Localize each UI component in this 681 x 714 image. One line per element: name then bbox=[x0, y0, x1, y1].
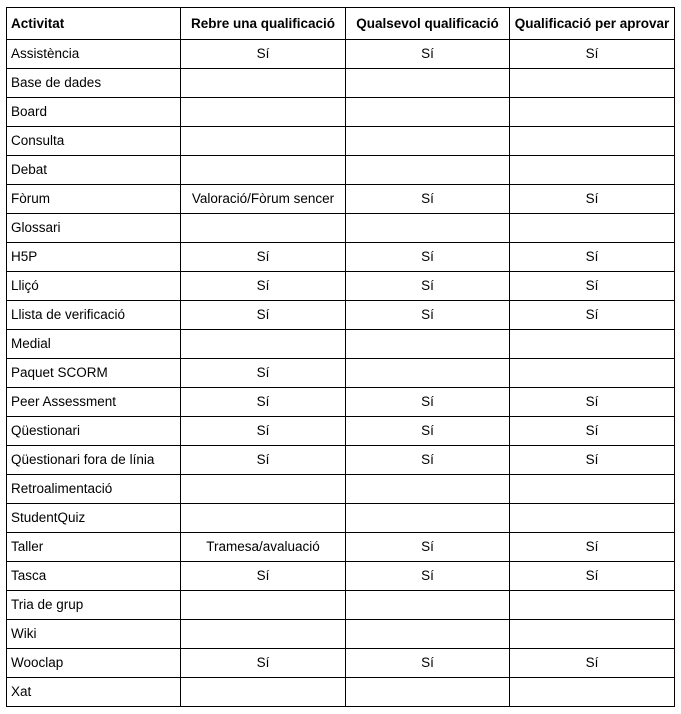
activity-name-cell: Lliçó bbox=[7, 272, 181, 301]
activity-name-cell: H5P bbox=[7, 243, 181, 272]
table-row bbox=[7, 678, 675, 707]
receive-grade-cell: Sí bbox=[181, 359, 346, 388]
table-row bbox=[7, 359, 675, 388]
activity-name-cell: Paquet SCORM bbox=[7, 359, 181, 388]
activity-name-cell: Retroalimentació bbox=[7, 475, 181, 504]
passing-grade-cell: Sí bbox=[510, 185, 675, 214]
activity-name-cell: Assistència bbox=[7, 40, 181, 69]
header-receive-grade: Rebre una qualificació bbox=[181, 8, 346, 40]
table-row bbox=[7, 533, 675, 562]
passing-grade-cell bbox=[510, 330, 675, 359]
receive-grade-cell bbox=[181, 156, 346, 185]
any-grade-cell: Sí bbox=[346, 417, 510, 446]
any-grade-cell bbox=[346, 620, 510, 649]
passing-grade-cell bbox=[510, 127, 675, 156]
table-row bbox=[7, 620, 675, 649]
table-header bbox=[7, 8, 675, 40]
table-row bbox=[7, 185, 675, 214]
passing-grade-cell bbox=[510, 475, 675, 504]
activity-name-cell: Board bbox=[7, 98, 181, 127]
any-grade-cell: Sí bbox=[346, 533, 510, 562]
receive-grade-cell: Sí bbox=[181, 417, 346, 446]
any-grade-cell bbox=[346, 504, 510, 533]
receive-grade-cell: Tramesa/avaluació bbox=[181, 533, 346, 562]
receive-grade-cell bbox=[181, 127, 346, 156]
passing-grade-cell: Sí bbox=[510, 243, 675, 272]
passing-grade-cell bbox=[510, 69, 675, 98]
any-grade-cell bbox=[346, 156, 510, 185]
table-row bbox=[7, 330, 675, 359]
header-row bbox=[7, 8, 675, 40]
activity-name-cell: StudentQuiz bbox=[7, 504, 181, 533]
table-row bbox=[7, 98, 675, 127]
any-grade-cell: Sí bbox=[346, 446, 510, 475]
header-activity: Activitat bbox=[7, 8, 181, 40]
table-row bbox=[7, 649, 675, 678]
activity-name-cell: Debat bbox=[7, 156, 181, 185]
activity-name-cell: Peer Assessment bbox=[7, 388, 181, 417]
any-grade-cell: Sí bbox=[346, 649, 510, 678]
activity-grading-table bbox=[6, 7, 675, 707]
receive-grade-cell: Sí bbox=[181, 301, 346, 330]
receive-grade-cell: Sí bbox=[181, 388, 346, 417]
receive-grade-cell: Sí bbox=[181, 40, 346, 69]
activity-name-cell: Wiki bbox=[7, 620, 181, 649]
table-row bbox=[7, 243, 675, 272]
any-grade-cell bbox=[346, 127, 510, 156]
table-row bbox=[7, 214, 675, 243]
receive-grade-cell bbox=[181, 98, 346, 127]
receive-grade-cell bbox=[181, 475, 346, 504]
receive-grade-cell bbox=[181, 678, 346, 707]
passing-grade-cell bbox=[510, 678, 675, 707]
table-body bbox=[7, 40, 675, 707]
receive-grade-cell bbox=[181, 620, 346, 649]
any-grade-cell: Sí bbox=[346, 40, 510, 69]
receive-grade-cell: Sí bbox=[181, 562, 346, 591]
table-row bbox=[7, 127, 675, 156]
any-grade-cell bbox=[346, 214, 510, 243]
any-grade-cell bbox=[346, 678, 510, 707]
passing-grade-cell: Sí bbox=[510, 417, 675, 446]
any-grade-cell: Sí bbox=[346, 272, 510, 301]
receive-grade-cell: Valoració/Fòrum sencer bbox=[181, 185, 346, 214]
any-grade-cell: Sí bbox=[346, 388, 510, 417]
receive-grade-cell: Sí bbox=[181, 649, 346, 678]
passing-grade-cell: Sí bbox=[510, 40, 675, 69]
receive-grade-cell bbox=[181, 504, 346, 533]
receive-grade-cell: Sí bbox=[181, 243, 346, 272]
activity-name-cell: Taller bbox=[7, 533, 181, 562]
activity-name-cell: Tasca bbox=[7, 562, 181, 591]
table-row bbox=[7, 504, 675, 533]
passing-grade-cell: Sí bbox=[510, 272, 675, 301]
receive-grade-cell bbox=[181, 69, 346, 98]
table-row bbox=[7, 272, 675, 301]
any-grade-cell: Sí bbox=[346, 301, 510, 330]
any-grade-cell: Sí bbox=[346, 185, 510, 214]
activity-name-cell: Base de dades bbox=[7, 69, 181, 98]
passing-grade-cell: Sí bbox=[510, 388, 675, 417]
table-row bbox=[7, 40, 675, 69]
activity-name-cell: Xat bbox=[7, 678, 181, 707]
receive-grade-cell: Sí bbox=[181, 446, 346, 475]
table-row bbox=[7, 388, 675, 417]
activity-name-cell: Fòrum bbox=[7, 185, 181, 214]
any-grade-cell: Sí bbox=[346, 562, 510, 591]
receive-grade-cell bbox=[181, 591, 346, 620]
table-row bbox=[7, 446, 675, 475]
activity-name-cell: Consulta bbox=[7, 127, 181, 156]
table-row bbox=[7, 301, 675, 330]
table-row bbox=[7, 475, 675, 504]
any-grade-cell bbox=[346, 591, 510, 620]
passing-grade-cell bbox=[510, 98, 675, 127]
activity-name-cell: Llista de verificació bbox=[7, 301, 181, 330]
any-grade-cell bbox=[346, 69, 510, 98]
table-row bbox=[7, 591, 675, 620]
any-grade-cell bbox=[346, 330, 510, 359]
table-row bbox=[7, 562, 675, 591]
passing-grade-cell bbox=[510, 214, 675, 243]
table-row bbox=[7, 69, 675, 98]
passing-grade-cell: Sí bbox=[510, 301, 675, 330]
any-grade-cell bbox=[346, 98, 510, 127]
table-row bbox=[7, 417, 675, 446]
receive-grade-cell: Sí bbox=[181, 272, 346, 301]
header-passing-grade: Qualificació per aprovar bbox=[510, 8, 675, 40]
passing-grade-cell: Sí bbox=[510, 446, 675, 475]
activity-name-cell: Medial bbox=[7, 330, 181, 359]
header-any-grade: Qualsevol qualificació bbox=[346, 8, 510, 40]
activity-name-cell: Glossari bbox=[7, 214, 181, 243]
table-row bbox=[7, 156, 675, 185]
passing-grade-cell bbox=[510, 156, 675, 185]
passing-grade-cell bbox=[510, 504, 675, 533]
passing-grade-cell bbox=[510, 620, 675, 649]
passing-grade-cell bbox=[510, 591, 675, 620]
receive-grade-cell bbox=[181, 330, 346, 359]
activity-name-cell: Tria de grup bbox=[7, 591, 181, 620]
any-grade-cell bbox=[346, 475, 510, 504]
passing-grade-cell: Sí bbox=[510, 649, 675, 678]
activity-name-cell: Wooclap bbox=[7, 649, 181, 678]
passing-grade-cell bbox=[510, 359, 675, 388]
any-grade-cell: Sí bbox=[346, 243, 510, 272]
passing-grade-cell: Sí bbox=[510, 533, 675, 562]
activity-name-cell: Qüestionari fora de línia bbox=[7, 446, 181, 475]
receive-grade-cell bbox=[181, 214, 346, 243]
passing-grade-cell: Sí bbox=[510, 562, 675, 591]
any-grade-cell bbox=[346, 359, 510, 388]
activity-name-cell: Qüestionari bbox=[7, 417, 181, 446]
